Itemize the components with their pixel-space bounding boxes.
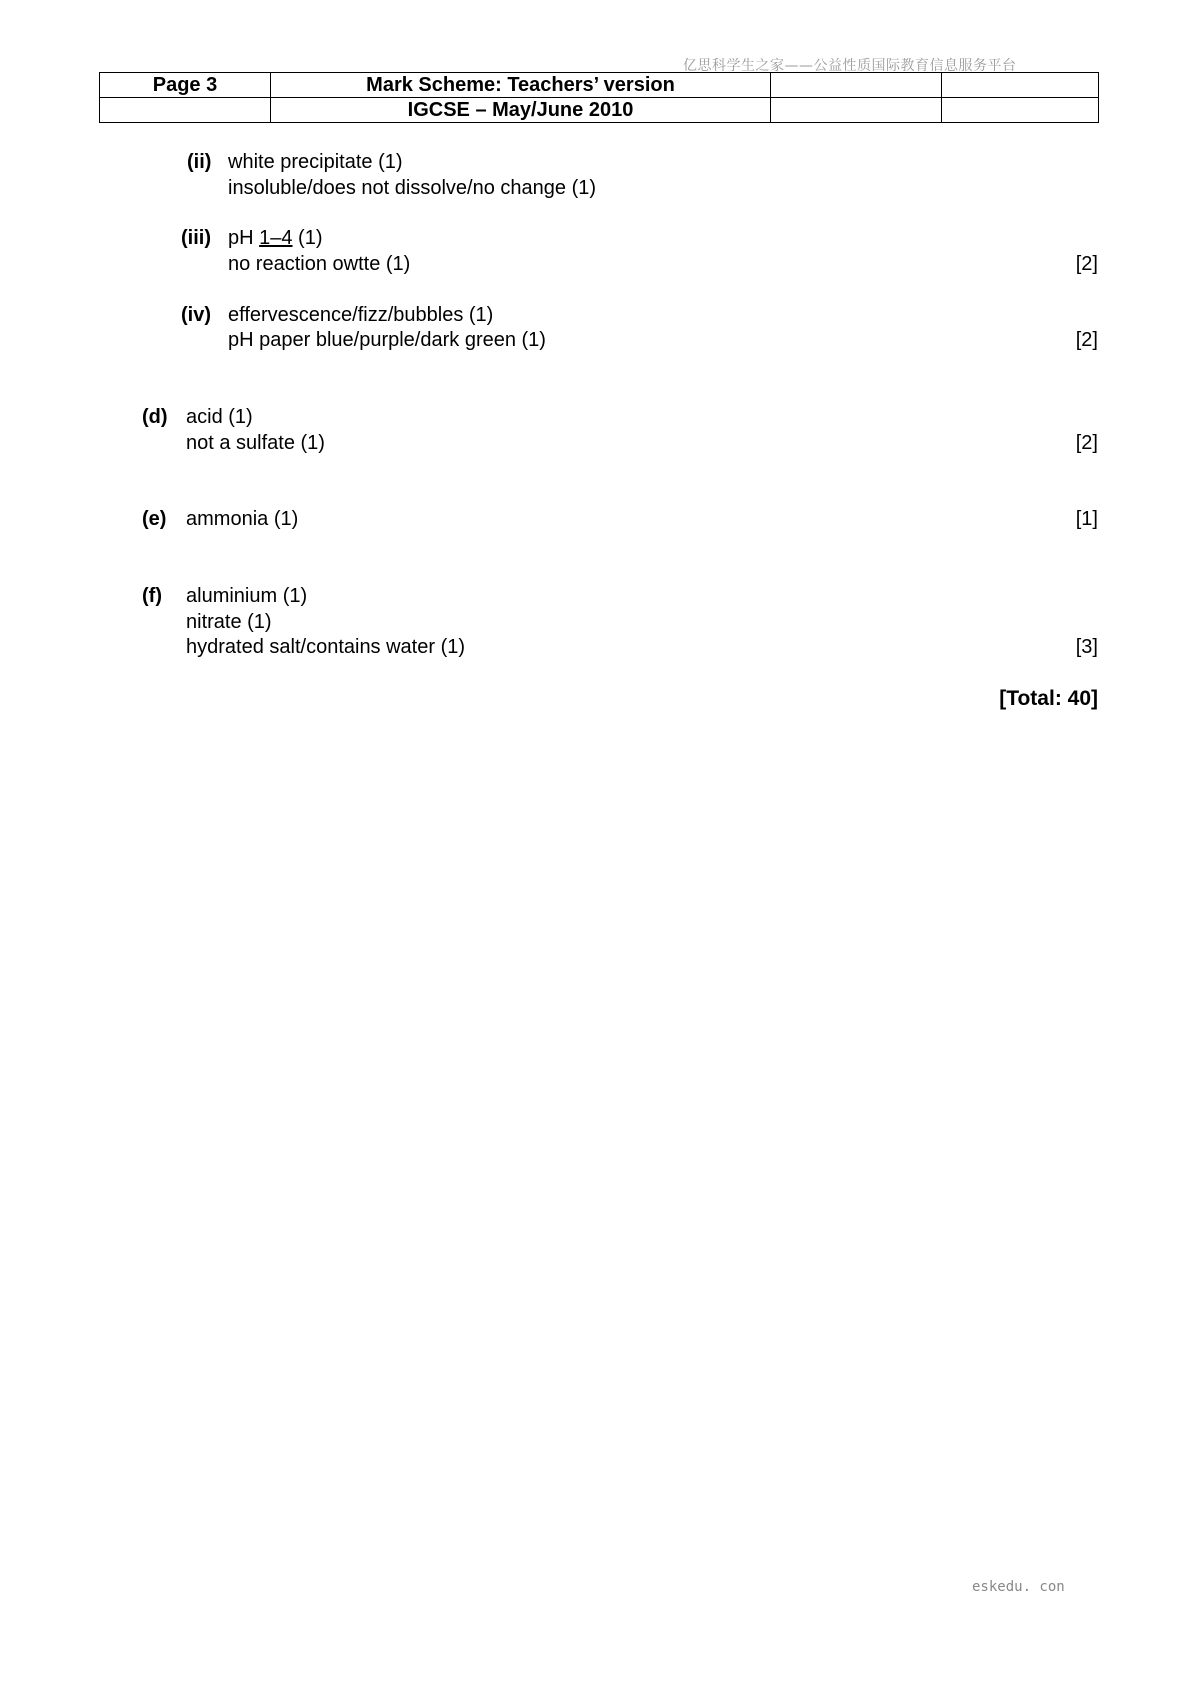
item-label-d: (d) [142, 406, 168, 428]
header-empty-cell [100, 98, 271, 123]
item-label-f: (f) [142, 585, 162, 607]
mark-allocation: [1] [1075, 508, 1098, 530]
answer-line: ammonia (1) [186, 508, 299, 530]
header-empty-cell [771, 98, 942, 123]
answer-line: not a sulfate (1) [186, 432, 325, 454]
answer-line: insoluble/does not dissolve/no change (1) [228, 177, 597, 199]
document-title: Mark Scheme: Teachers’ version [271, 73, 771, 98]
answer-underlined-range: 1–4 [259, 227, 293, 249]
header-empty-cell [942, 98, 1099, 123]
answer-text: (1) [292, 227, 323, 249]
item-label-e: (e) [142, 508, 167, 530]
answer-line: no reaction owtte (1) [228, 253, 411, 275]
mark-allocation: [2] [1075, 253, 1098, 275]
item-label-iii: (iii) [181, 227, 211, 249]
header-empty-cell [942, 73, 1099, 98]
header-table [99, 72, 1099, 123]
answer-text: pH [228, 227, 260, 249]
item-label-iv: (iv) [181, 304, 211, 326]
answer-line: effervescence/fizz/bubbles (1) [228, 304, 494, 326]
answer-line: acid (1) [186, 406, 253, 428]
answer-line [228, 226, 323, 252]
mark-allocation: [3] [1075, 636, 1098, 658]
document-subtitle: IGCSE – May/June 2010 [271, 98, 771, 123]
mark-allocation: [2] [1075, 329, 1098, 351]
answer-line: nitrate (1) [186, 611, 272, 633]
answer-line: white precipitate (1) [228, 151, 403, 173]
page-number: Page 3 [100, 73, 271, 98]
total-marks: [Total: 40] [999, 687, 1098, 710]
watermark-text: 亿思科学生之家——公益性质国际教育信息服务平台 [683, 58, 1017, 74]
mark-allocation: [2] [1075, 432, 1098, 454]
header-empty-cell [771, 73, 942, 98]
item-label-ii: (ii) [187, 151, 212, 173]
answer-line: aluminium (1) [186, 585, 308, 607]
footer-watermark: eskedu. con [972, 1579, 1065, 1595]
answer-line: hydrated salt/contains water (1) [186, 636, 466, 658]
answer-line: pH paper blue/purple/dark green (1) [228, 329, 546, 351]
